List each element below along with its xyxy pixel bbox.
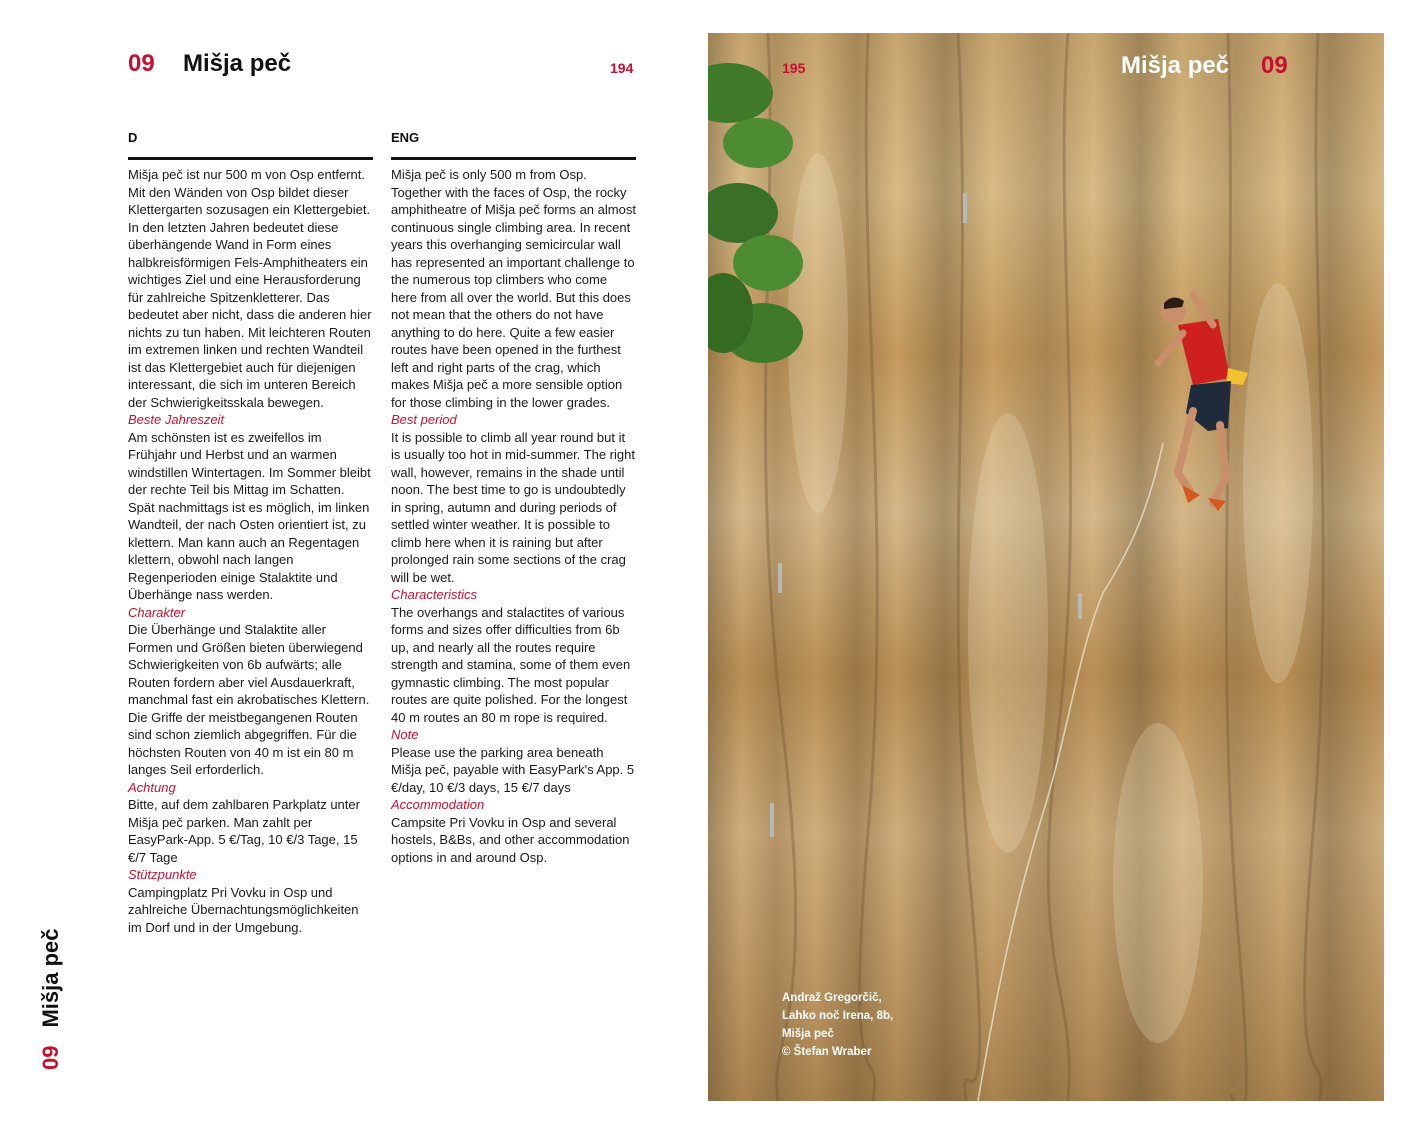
caption-line: Lahko noč Irena, 8b, <box>782 1010 894 1022</box>
subhead-stuetzpunkte: Stützpunkte <box>128 867 197 882</box>
tree-foliage <box>708 63 803 363</box>
column-heading-d: D <box>128 130 373 160</box>
intro-text: Mišja peč is only 500 m from Osp. Together with the faces of Osp, the rocky amphitheatre of Mišja peč forms an almost continuous single climbing area. In recent years this overhanging semicircular wall has represented an important challenge to the numerous top climbers who come here from all over the world. But this does not mean that the others do not have anything to do here. Quite a few easier routes have been opened in the furthest left and right parts of the crag, which makes Mišja peč a more sensible option for those climbing in the lower grades. <box>391 167 636 410</box>
section-text: Please use the parking area beneath Mišja peč, payable with EasyPark's App. 5 €/day, 10 €/3 days, 15 €/7 days <box>391 744 635 795</box>
caption-line: Andraž Gregorčič, <box>782 992 882 1004</box>
page-number: 195 <box>782 60 806 76</box>
column-heading-eng: ENG <box>391 130 636 160</box>
photo-chapter-number: 09 <box>1261 52 1288 79</box>
chapter-number: 09 <box>128 50 155 77</box>
subhead-achtung: Achtung <box>128 779 176 795</box>
right-page <box>708 0 1417 1134</box>
climber-figure <box>1158 295 1248 511</box>
vertical-chapter-title: Mišja peč <box>38 928 63 1028</box>
section-text: It is possible to climb all year round but it is usually too hot in mid-summer. The right wall, however, remains in the shade until noon. The best time to go is undoubtedly in spring, autumn and during periods of settled winter weather. It is possible to climb here when it is raining but after prolonged rain some sections of the crag will be wet. <box>391 429 635 585</box>
intro-text: Mišja peč ist nur 500 m von Osp entfernt. Mit den Wänden von Osp bildet dieser Klettergarten sozusagen ein Klettergebiet. In den letzten Jahren bedeutet diese überhängende Wand in Form eines halbkreisförmigen Fels-Amphitheaters ein wichtiges Ziel und eine Herausforderung für zahlreiche Spitzenkletterer. Das bedeutet aber nicht, dass die anderen hier nichts zu tun haben. Mit leichteren Routen im extremen linken und rechten Wandteil ist das Klettergebiet auch für diejenigen interessant, die sich im unteren Bereich der Schwierigkeitsskala bewegen. <box>128 167 372 410</box>
section-text: Campsite Pri Vovku in Osp and several hostels, B&Bs, and other accommodation options in and around Osp. <box>391 814 630 865</box>
page-number: 194 <box>610 60 634 76</box>
caption-line: © Štefan Wraber <box>782 1046 872 1058</box>
section-text: The overhangs and stalactites of various forms and sizes offer difficulties from 6b up, and nearly all the routes require strength and stamina, some of them even gymnastic climbing. The most popular routes are quite polished. For the longest 40 m routes an 80 m rope is required. <box>391 604 631 725</box>
section-text: Bitte, auf dem zahlbaren Parkplatz unter Mišja peč parken. Man zahlt per EasyPark-App. 5 €/Tag, 10 €/3 Tage, 15 €/7 Tage <box>128 797 360 865</box>
section-text: Am schönsten ist es zweifellos im Frühjahr und Herbst und an warmen windstillen Wintertagen. Im Sommer bleibt der rechte Teil bis Mittag im Schatten. Spät nachmittags ist es möglich, im linken Wandteil, der nach Osten orientiert ist, zu klettern. Man kann auch an Regentagen klettern, obwohl nach langen Regenperioden einige Stalaktite und Überhänge nass werden. <box>128 429 371 602</box>
photo-page-title: Mišja peč <box>1121 52 1230 79</box>
left-page <box>0 0 708 1134</box>
vertical-chapter-number: 09 <box>38 1045 63 1070</box>
section-text: Die Überhänge und Stalaktite aller Formen und Größen bieten überwiegend Schwierigkeiten von 6b aufwärts; alle Routen fordern aber viel Ausdauerkraft, manchmal fast ein akrobatisches Klettern. Die Griffe der meistbegangenen Routen sind schon ziemlich abgegriffen. Für die höchsten Routen von 40 m ist ein 80 m langes Seil erforderlich. <box>128 622 370 777</box>
caption-line: Mišja peč <box>782 1028 834 1040</box>
subhead-beste-jahreszeit: Beste Jahreszeit <box>128 412 225 427</box>
vertical-chapter-tab <box>38 928 64 1070</box>
page-title: Mišja peč <box>183 50 292 77</box>
english-column <box>391 130 636 866</box>
subhead-charakter: Charakter <box>128 604 186 620</box>
section-text: Campingplatz Pri Vovku in Osp und zahlreiche Übernachtungsmöglichkeiten im Dorf und in der Umgebung. <box>128 884 359 935</box>
photo-caption <box>782 989 893 1061</box>
photo-illustration <box>708 33 1384 1101</box>
subhead-best-period: Best period <box>391 412 457 427</box>
climbing-photo <box>708 33 1384 1101</box>
subhead-accommodation: Accommodation <box>391 797 485 812</box>
subhead-note: Note <box>391 727 419 742</box>
subhead-characteristics: Characteristics <box>391 587 477 602</box>
german-column <box>128 130 373 936</box>
